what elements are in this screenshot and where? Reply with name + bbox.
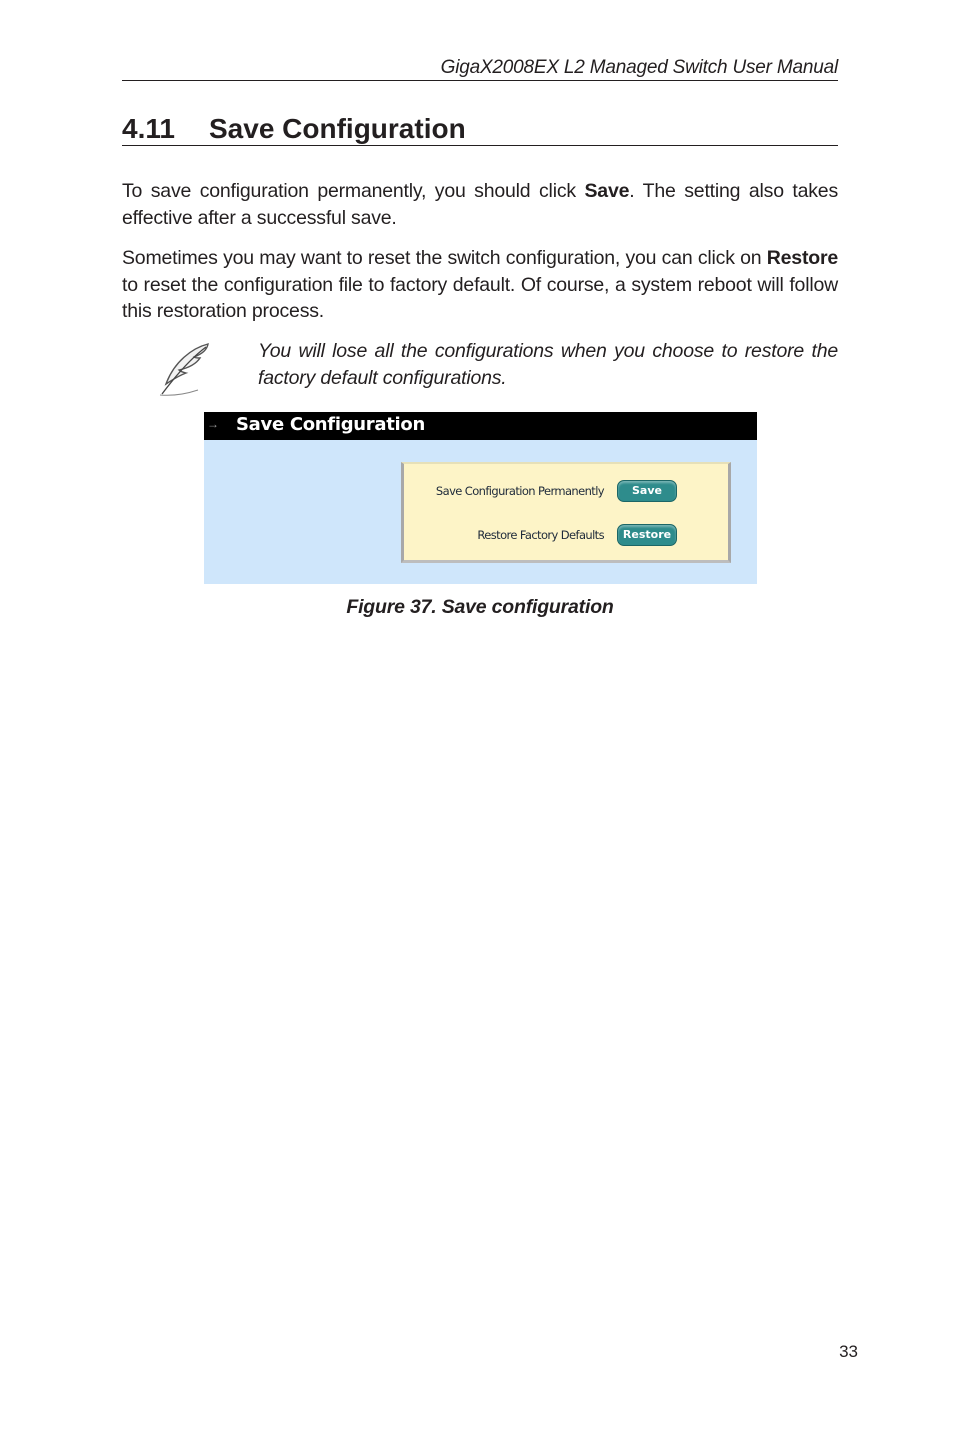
section-title: Save Configuration — [209, 113, 466, 144]
figure-titlebar-label: Save Configuration — [236, 414, 425, 435]
save-configuration-screenshot — [204, 412, 757, 584]
running-header: GigaX2008EX L2 Managed Switch User Manual — [440, 57, 838, 78]
header-rule — [122, 80, 838, 81]
section-heading — [122, 113, 838, 145]
save-permanently-label: Save Configuration Permanently — [435, 484, 604, 498]
paragraph-save-text-start: To save configuration permanently, you should click — [122, 180, 585, 202]
paragraph-save-bold: Save — [584, 180, 630, 202]
paragraph-restore-text-start: Sometimes you may want to reset the switch configuration, you can click on — [122, 247, 767, 269]
note-text: You will lose all the configurations when you choose to restore the factory default configurations. — [258, 340, 838, 389]
save-button[interactable]: Save — [617, 480, 677, 502]
paragraph-save — [122, 178, 838, 231]
restore-defaults-label: Restore Factory Defaults — [477, 528, 604, 542]
feather-quill-icon — [152, 340, 216, 400]
figure-panel — [401, 462, 731, 563]
arrow-right-icon: → — [207, 417, 219, 431]
restore-button[interactable]: Restore — [617, 524, 677, 546]
paragraph-save-text-end: . The setting also takes effective after a successful save. — [122, 180, 839, 229]
paragraph-restore — [122, 245, 838, 325]
paragraph-restore-text-end: to reset the configuration file to factory default. Of course, a system reboot will follow this restoration process. — [122, 273, 838, 322]
heading-rule — [122, 145, 838, 146]
section-number: 4.11 — [122, 113, 175, 144]
paragraph-restore-bold: Restore — [766, 247, 838, 269]
figure-titlebar — [204, 412, 757, 440]
figure-caption: Figure 37. Save configuration — [346, 596, 614, 618]
page-number: 33 — [839, 1342, 858, 1361]
